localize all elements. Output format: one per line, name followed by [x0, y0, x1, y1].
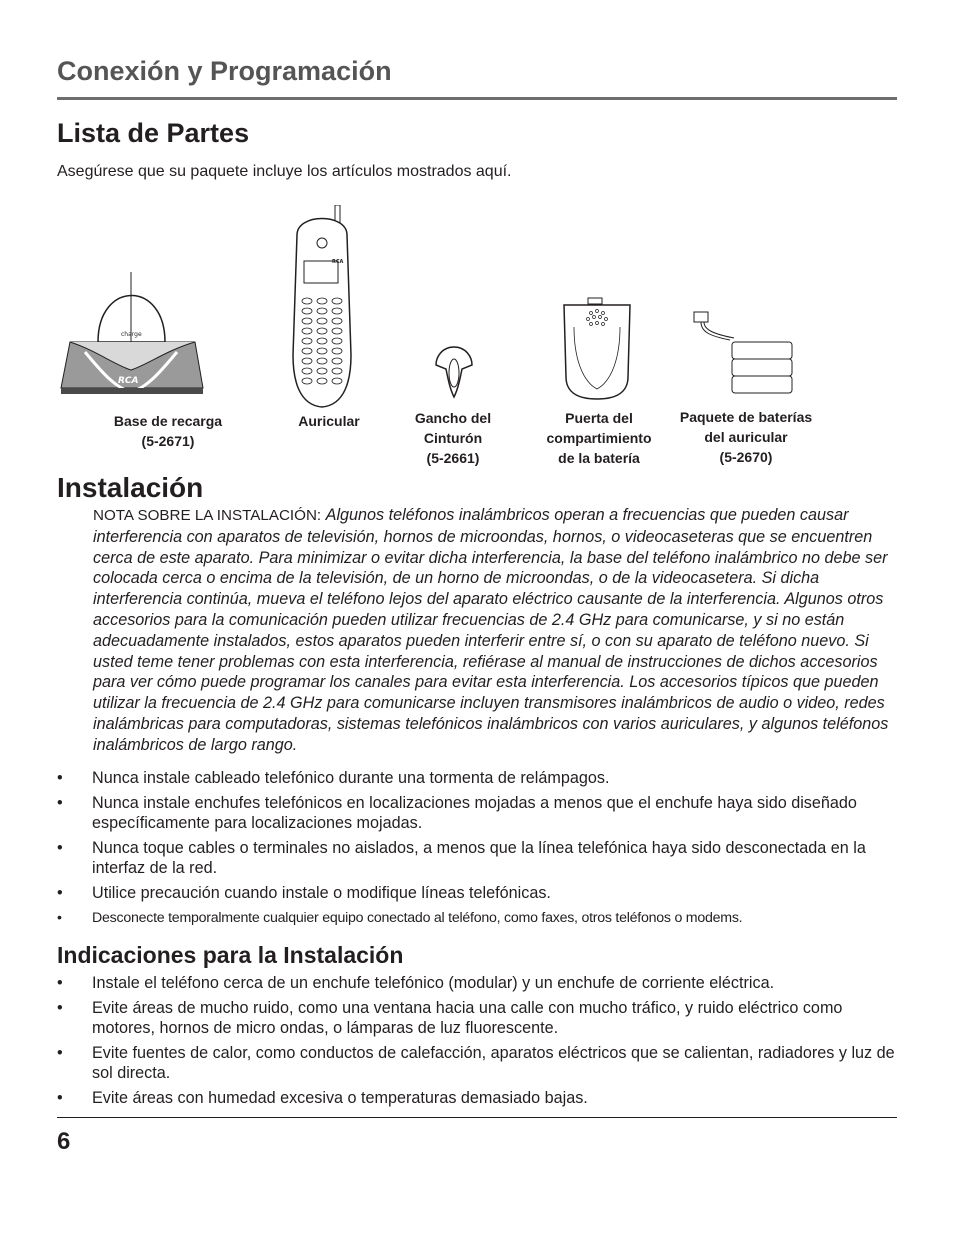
section-title: Conexión y Programación — [57, 56, 392, 86]
charge-text: charge — [121, 331, 142, 338]
list-item: • Nunca instale cableado telefónico durante una tormenta de relámpagos. — [57, 769, 610, 787]
part-label-belt-clip: Gancho del Cinturón (5-2661) — [414, 410, 492, 466]
header-divider — [57, 97, 897, 100]
list-item: • Utilice precaución cuando instale o modifique líneas telefónicas. — [57, 883, 551, 902]
installation-bullets — [57, 768, 902, 932]
parts-heading: Lista de Partes — [57, 118, 250, 148]
note-label: NOTA SOBRE LA INSTALACIÓN: — [93, 507, 322, 524]
list-item: • Evite fuentes de calor, como conductos de calefacción, aparatos eléctricos que se calientan, radiadores y luz de sol directa. — [57, 1043, 895, 1083]
list-item: • Nunca instale enchufes telefónicos en localizaciones mojadas a menos que el enchufe haya sido diseñado específicamente para localizaciones mojadas. — [57, 793, 857, 833]
list-item: • Nunca toque cables o terminales no aislados, a menos que la línea telefónica haya sido desconectada en la interfaz de la red. — [57, 838, 866, 878]
part-label-handset: Auricular — [298, 413, 360, 429]
list-item: • Evite áreas de mucho ruido, como una ventana hacia una calle con mucho tráfico, y ruido eléctrico como motores, hornos de micro ondas, o lámparas de luz fluorescente. — [57, 998, 843, 1038]
part-label-battery-door: Puerta del compartimiento de la batería — [546, 410, 652, 466]
part-label-battery-pack: Paquete de baterías del auricular (5-2670) — [679, 409, 813, 465]
list-item: • Evite áreas con humedad excesiva o temperaturas demasiado bajas. — [57, 1088, 588, 1107]
guidelines-bullets — [57, 973, 902, 1113]
list-item: • Instale el teléfono cerca de un enchufe telefónico (modular) y un enchufe de corriente eléctrica. — [57, 974, 775, 992]
footer-divider — [57, 1117, 897, 1118]
battery-pack-icon — [690, 310, 795, 395]
part-label-base: Base de recarga (5-2671) — [113, 413, 223, 449]
guidelines-heading: Indicaciones para la Instalación — [57, 942, 404, 968]
parts-intro: Asegúrese que su paquete incluye los artículos mostrados aquí. — [57, 163, 512, 180]
belt-clip-icon — [432, 343, 477, 403]
installation-heading: Instalación — [57, 472, 204, 503]
svg-text:RCA: RCA — [332, 259, 344, 265]
charging-base-icon — [55, 270, 205, 410]
note-text: Algunos teléfonos inalámbricos operan a frecuencias que pueden causar interferencia con aparatos de televisión, hornos de microondas, hornos, o videocaseteras que se encuentren cerca de este aparato. Para minimizar o evitar dicha interferencia, la base del teléfono inalámbrico no debe ser colocada cerca o encima de la televisión, de un horno de microondas, o de la videocasetera. Si dicha interferencia continúa, mueva el teléfono lejos del aparato eléctrico causante de la interferencia. Algunos otros accesorios para la comunicación pueden utilizar frecuencias de 2.4 GHz para comunicarse, y si no están adecuadamente instalados, estos aparatos pueden interferir entre sí, o con su aparato de teléfono nuevo. Si usted teme tener problemas con esta interferencia, refiérase al manual de instrucciones de dichos accesorios para ver cómo puede programar los canales para evitar esta interferencia. Los accesorios típicos que pueden utilizar la frecuencia de 2.4 GHz para comunicarse incluyen transmisores inalámbricos de audio o video, redes inalámbricas para computadoras, sistemas telefónicos inalámbricos con varios auriculares, y algunos teléfonos inalámbricos de largo rango. — [93, 506, 889, 754]
page-number: 6 — [57, 1128, 71, 1155]
list-item: • Desconecte temporalmente cualquier equipo conectado al teléfono, como faxes, otros teléfonos o modems. — [57, 909, 743, 926]
installation-note — [93, 505, 903, 756]
brand-logo: RCA — [118, 376, 139, 386]
handset-icon — [285, 205, 360, 410]
battery-door-icon — [560, 297, 635, 402]
